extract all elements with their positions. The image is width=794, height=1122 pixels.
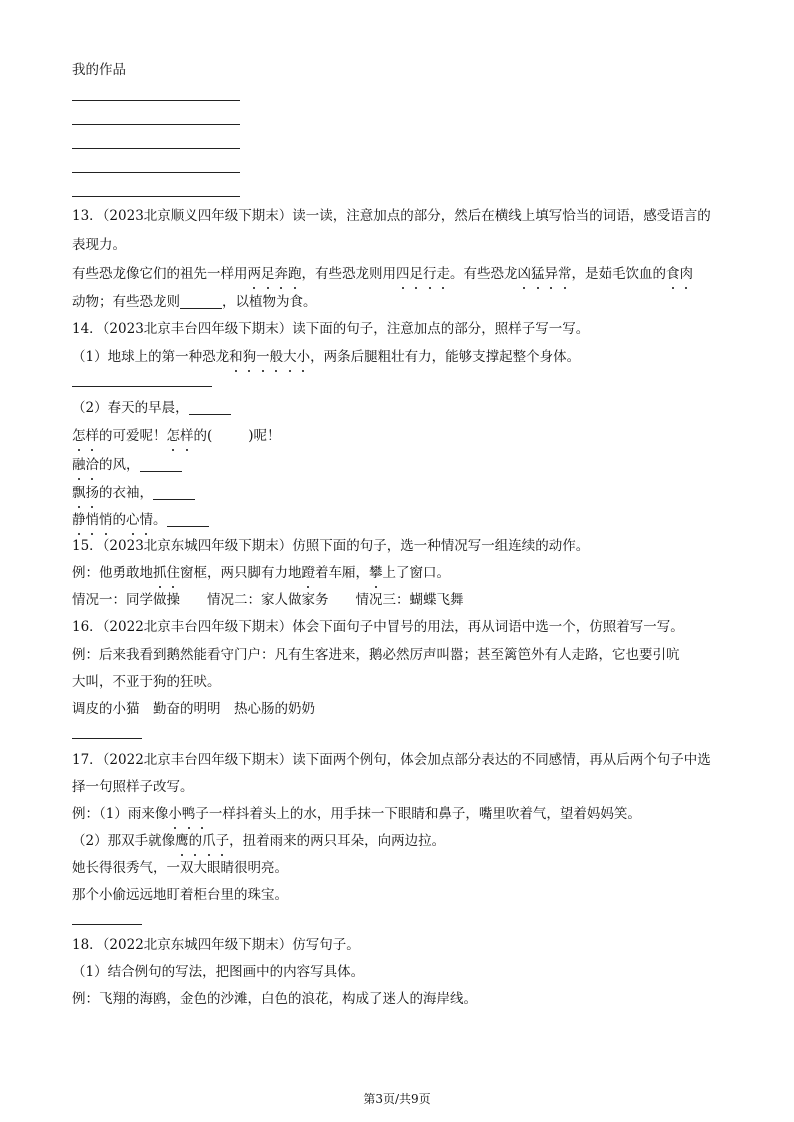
dotted-char: 行 bbox=[423, 266, 437, 282]
text: 上了窗口。 bbox=[382, 565, 450, 581]
text: 例：他勇敢地 bbox=[72, 565, 153, 581]
dotted-char: 凶 bbox=[517, 266, 531, 282]
q16-options: 调皮的小猫 勤奋的明明 热心肠的奶奶 bbox=[72, 701, 315, 717]
q13-header: 13．（2023北京顺义四年级下期末）读一读，注意加点的部分，然后在横线上填写恰当的词语，感受语言的 bbox=[72, 208, 711, 224]
text: 窗框，两只脚有力地 bbox=[180, 565, 302, 581]
text: ，扭着雨来的两只耳朵，向两边拉。 bbox=[229, 833, 446, 849]
dotted-char: 的 bbox=[188, 833, 203, 849]
answer-line bbox=[72, 738, 142, 739]
text: 的( bbox=[193, 428, 213, 444]
text: 一样抖着头上的水，用手抹一下眼睛和鼻子，嘴里吹着气，望着妈妈笑。 bbox=[208, 806, 641, 822]
q14-sentence-5 bbox=[72, 483, 195, 503]
answer-line bbox=[72, 124, 240, 125]
dotted-char: 食 bbox=[666, 266, 680, 282]
fill-blank[interactable] bbox=[189, 400, 231, 415]
q17-example-2 bbox=[72, 831, 445, 851]
text: 。 bbox=[153, 512, 167, 528]
q17-sentence-1: 她长得很秀气，一双大眼睛很明亮。 bbox=[72, 860, 288, 876]
dotted-char: 悄 bbox=[99, 512, 113, 528]
dotted-char: 般 bbox=[269, 349, 284, 365]
dotted-char: 爪 bbox=[202, 833, 216, 849]
dotted-char: 怎 bbox=[72, 428, 86, 444]
answer-line bbox=[72, 172, 240, 173]
dotted-char: 足 bbox=[261, 266, 275, 282]
answer-line bbox=[72, 924, 142, 925]
dotted-char: 怎 bbox=[166, 428, 180, 444]
text: )呢！ bbox=[248, 428, 281, 444]
dotted-char: 奔 bbox=[274, 266, 288, 282]
answer-line bbox=[72, 196, 240, 197]
answer-line bbox=[72, 386, 212, 387]
q13-sentence-2 bbox=[72, 292, 317, 312]
dotted-char: 鹰 bbox=[175, 833, 189, 849]
q14-sentence-2 bbox=[72, 398, 231, 418]
dotted-char: 蹬 bbox=[301, 565, 315, 581]
text: （2）那双手就像 bbox=[72, 833, 176, 849]
dotted-char: 鸭 bbox=[181, 806, 196, 822]
q17-header: 17．（2022北京丰台四年级下期末）读下面两个例句，体会加点部分表达的不同感情，再从后两个句子中选 bbox=[72, 752, 711, 768]
dotted-char: 子 bbox=[215, 833, 230, 849]
dotted-char: 肉 bbox=[679, 266, 693, 282]
text: ，是茹毛饮血的 bbox=[571, 266, 666, 282]
dotted-char: 猛 bbox=[531, 266, 545, 282]
dotted-char: 四 bbox=[396, 266, 410, 282]
text: （1）地球上的第一种恐龙 bbox=[72, 349, 230, 365]
q13-sentence-1 bbox=[72, 264, 693, 284]
q15-situations: 情况一：同学做操 情况二：家人做家务 情况三：蝴蝶飞舞 bbox=[72, 592, 464, 608]
q16-example-cont: 大叫，不亚于狗的狂吠。 bbox=[72, 674, 221, 690]
text: 。有些恐龙 bbox=[450, 266, 518, 282]
q16-example: 例：后来我看到鹅然能看守门户：凡有生客进来，鹅必然厉声叫嚣；甚至篱笆外有人走路，它也要引吭 bbox=[72, 647, 680, 663]
dotted-char: 融 bbox=[72, 457, 86, 473]
dotted-char: 静 bbox=[72, 512, 86, 528]
dotted-char: 抓 bbox=[153, 565, 167, 581]
text: ，以植物为食。 bbox=[222, 294, 317, 310]
text: 的衣袖， bbox=[99, 485, 153, 501]
dotted-char: 大 bbox=[283, 349, 297, 365]
fill-blank[interactable] bbox=[153, 485, 195, 500]
dotted-char: 小 bbox=[168, 806, 182, 822]
text: 动物；有些恐龙则 bbox=[72, 294, 180, 310]
text: 着车厢， bbox=[315, 565, 369, 581]
dotted-char: 心 bbox=[126, 512, 140, 528]
q17-sentence-2: 那个小偷远远地盯着柜台里的珠宝。 bbox=[72, 887, 288, 903]
dotted-char: 走 bbox=[436, 266, 450, 282]
dotted-char: 飘 bbox=[72, 485, 86, 501]
q15-header: 15．（2023北京东城四年级下期末）仿照下面的句子，选一种情况写一组连续的动作。 bbox=[72, 538, 590, 554]
dotted-char: 样 bbox=[180, 428, 194, 444]
text: 的可爱呢！ bbox=[99, 428, 167, 444]
dotted-char: 常 bbox=[558, 266, 572, 282]
q18-sub: （1）结合例句的写法，把图画中的内容写具体。 bbox=[72, 964, 365, 980]
dotted-char: 一 bbox=[256, 349, 270, 365]
q14-header: 14．（2023北京丰台四年级下期末）读下面的句子，注意加点的部分，照样子写一写。 bbox=[72, 321, 590, 337]
dotted-char: 样 bbox=[85, 428, 99, 444]
dotted-char: 异 bbox=[544, 266, 558, 282]
dotted-char: 悄 bbox=[85, 512, 99, 528]
dotted-char: 小 bbox=[296, 349, 311, 365]
q16-header: 16．（2022北京丰台四年级下期末）体会下面句子中冒号的用法，再从词语中选一个，仿照着写一写。 bbox=[72, 619, 684, 635]
text: 的风， bbox=[99, 457, 140, 473]
q17-header-cont: 择一句照样子改写。 bbox=[72, 779, 194, 795]
q14-sentence-6 bbox=[72, 510, 209, 530]
text: ，两条后腿粗壮有力，能够支撑起整个身体。 bbox=[310, 349, 581, 365]
dotted-char: 子 bbox=[195, 806, 209, 822]
dotted-char: 狗 bbox=[242, 349, 257, 365]
answer-line bbox=[72, 100, 240, 101]
answer-line bbox=[72, 148, 240, 149]
q17-example-1 bbox=[72, 804, 641, 824]
dotted-char: 洽 bbox=[85, 457, 99, 473]
text: （2）春天的早晨， bbox=[72, 400, 189, 416]
text: ，有些恐龙则用 bbox=[301, 266, 396, 282]
dotted-char: 跑 bbox=[288, 266, 302, 282]
dotted-char: 扬 bbox=[85, 485, 99, 501]
dotted-char: 足 bbox=[409, 266, 423, 282]
fill-blank[interactable] bbox=[140, 457, 182, 472]
q14-sentence-3 bbox=[72, 426, 281, 446]
text: 例：（1）雨来像 bbox=[72, 806, 169, 822]
page-number: 第3页/共9页 bbox=[363, 1092, 431, 1106]
text: 有些恐龙像它们的祖先一样用 bbox=[72, 266, 248, 282]
q14-sentence-4 bbox=[72, 455, 182, 475]
q15-example bbox=[72, 563, 450, 583]
dotted-char: 住 bbox=[166, 565, 180, 581]
dotted-char: 两 bbox=[247, 266, 261, 282]
q18-header: 18．（2022北京东城四年级下期末）仿写句子。 bbox=[72, 937, 360, 953]
fill-blank[interactable] bbox=[180, 294, 222, 309]
dotted-char: 攀 bbox=[369, 565, 383, 581]
my-work-label: 我的作品 bbox=[72, 62, 126, 78]
fill-blank[interactable] bbox=[167, 512, 209, 527]
q14-sentence-1 bbox=[72, 347, 580, 367]
q13-header-cont: 表现力。 bbox=[72, 237, 126, 253]
dotted-char: 情 bbox=[139, 512, 153, 528]
dotted-char: 和 bbox=[229, 349, 243, 365]
text: 的 bbox=[112, 512, 126, 528]
q18-example: 例：飞翔的海鸥，金色的沙滩，白色的浪花，构成了迷人的海岸线。 bbox=[72, 991, 477, 1007]
